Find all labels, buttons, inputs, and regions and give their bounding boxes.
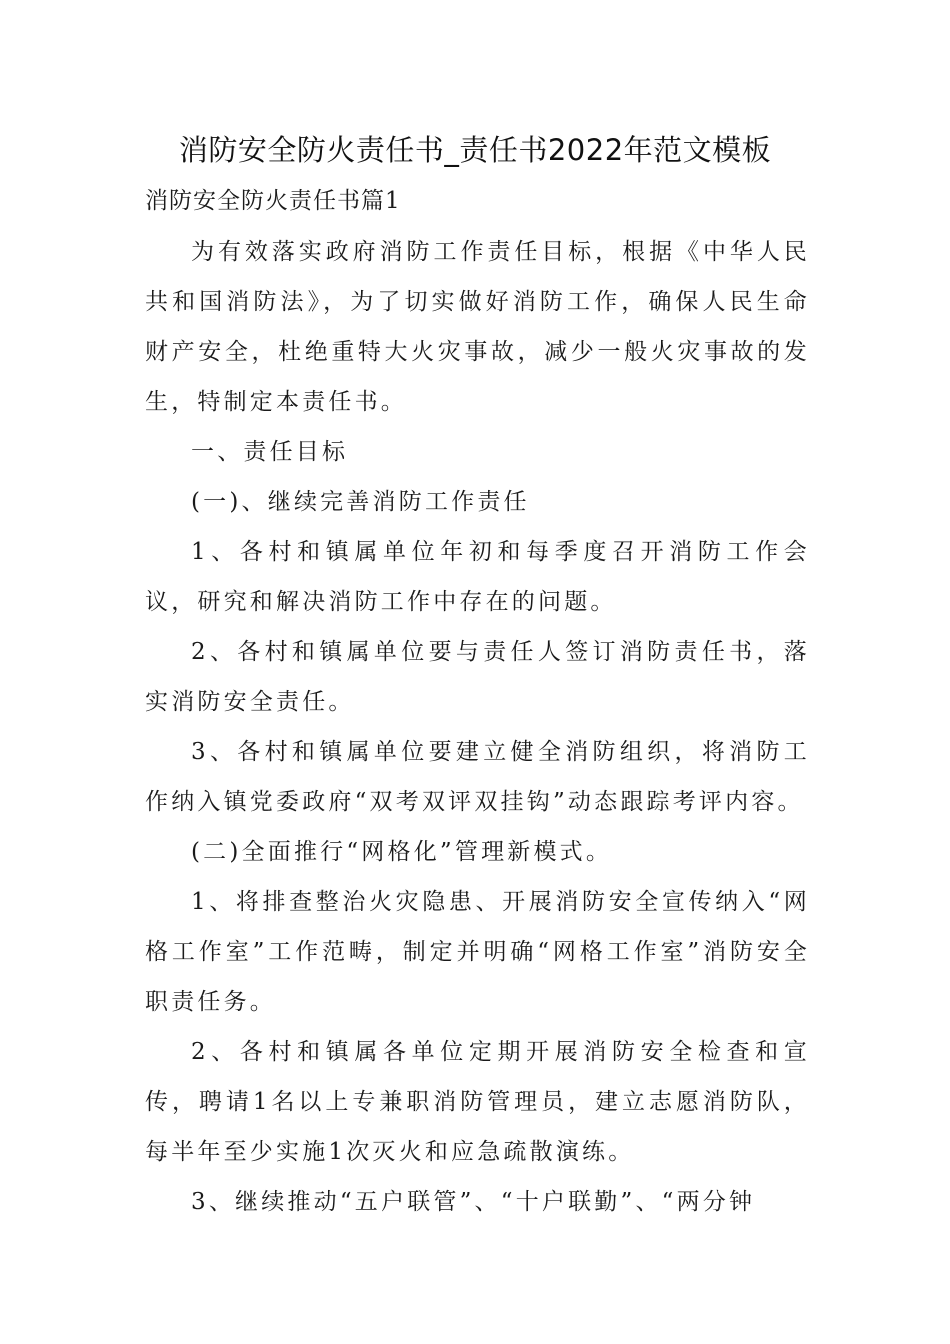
paragraph-item: 1、将排查整治火灾隐患、开展消防安全宣传纳入“网格工作室”工作范畴，制定并明确“网格工作室”消防安全职责任务。 [145, 889, 810, 1015]
document-body [145, 227, 810, 1227]
paragraph-item: 3、继续推动“五户联管”、“十户联勤”、“两分钟 [191, 1189, 756, 1215]
paragraph-subheading-1: (一)、继续完善消防工作责任 [191, 489, 530, 515]
paragraph-item: 2、各村和镇属各单位定期开展消防安全检查和宣传，聘请1名以上专兼职消防管理员，建立志愿消防队，每半年至少实施1次灭火和应急疏散演练。 [145, 1039, 810, 1165]
paragraph-intro: 为有效落实政府消防工作责任目标，根据《中华人民共和国消防法》，为了切实做好消防工作，确保人民生命财产安全，杜绝重特大火灾事故，减少一般火灾事故的发生，特制定本责任书。 [145, 239, 810, 415]
paragraph-item: 1、各村和镇属单位年初和每季度召开消防工作会议，研究和解决消防工作中存在的问题。 [145, 539, 810, 615]
paragraph-subheading-2: (二)全面推行“网格化”管理新模式。 [191, 839, 613, 865]
section-heading: 消防安全防火责任书篇1 [145, 188, 401, 214]
paragraph-item: 3、各村和镇属单位要建立健全消防组织，将消防工作纳入镇党委政府“双考双评双挂钩”动态跟踪考评内容。 [145, 739, 810, 815]
paragraph-item: 2、各村和镇属单位要与责任人签订消防责任书，落实消防安全责任。 [145, 639, 810, 715]
document-title: 消防安全防火责任书_责任书2022年范文模板 [178, 133, 772, 167]
paragraph-heading-goals: 一、责任目标 [191, 439, 349, 465]
